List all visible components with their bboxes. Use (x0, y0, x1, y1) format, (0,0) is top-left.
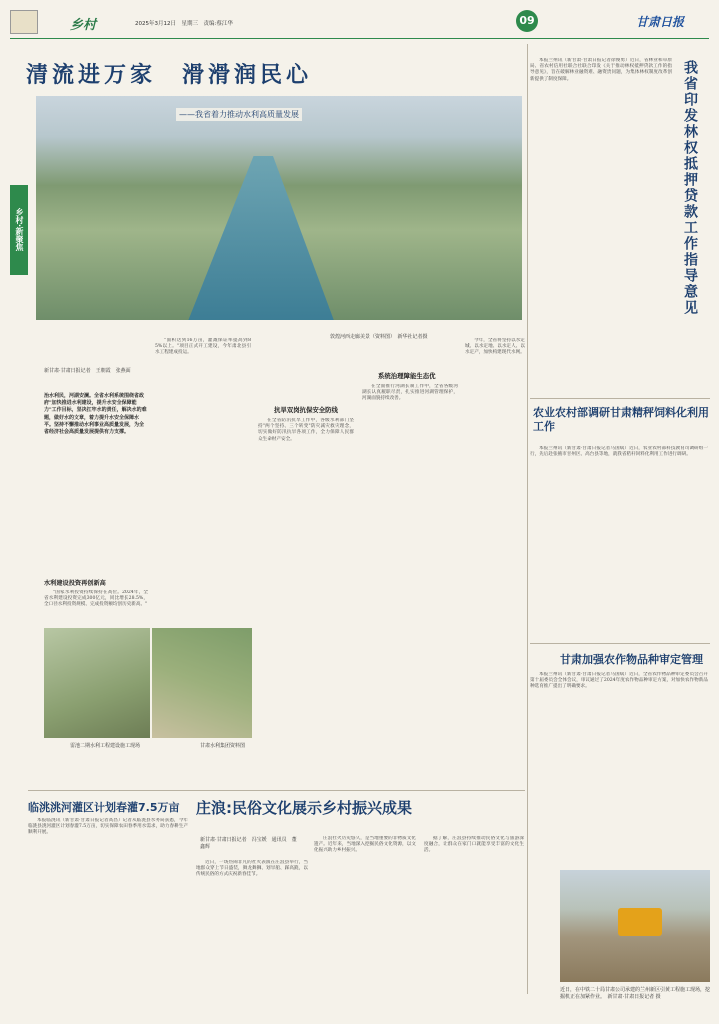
article-column (362, 384, 458, 738)
paragraph: 在全省防汛抗旱工作中，各级水利部门坚持"两个坚持、三个转变"防灾减灾救灾理念，切实做好防汛抗旱各项工作，全力保障人民群众生命财产安全。 (258, 418, 354, 442)
article-column (465, 338, 525, 738)
photo-caption: 甘肃水利集团资料图 (200, 743, 246, 749)
paragraph: "面积达到16万亩，灌溉保证率提高到85%以上。"项目正式开工建设，今年肃北县引水工程建成投运。 (155, 338, 251, 356)
paragraph: 据了解，庄浪县持续推动民俗文化与旅游深度融合，让群众在家门口就能享受丰富的文化生活。 (424, 836, 524, 854)
paragraph: 本报兰州讯（新甘肃·甘肃日报记者徐俊勇）近日，省林业和草原局、省农村信用社联合社联合印发《关于推动林权抵押贷款工作的指导意见》，旨在破解林业融资难、融资贵问题，为集体林权制度改革创新提供了制度保障。 (530, 58, 672, 82)
paragraph: 本报兰州讯（新甘肃·甘肃日报记者马国斌）近日，全省农作物品种审定委员会召开第十届委员会全体会议，审议通过了2024年度农作物品种审定方案，对加快农作物新品种选育推广提出了明确要求。 (530, 672, 708, 690)
article-body (196, 860, 308, 1016)
header-divider (10, 38, 709, 39)
section-divider (530, 398, 710, 399)
article-body (530, 446, 708, 636)
article-body (424, 836, 524, 1016)
paragraph: 本报临洮讯（新甘肃·甘肃日报记者高昌）记者从临洮县水务局获悉，今年临洮县洮河灌区计划春灌7.5万亩，切实保障农田春季用水需求，助力春耕生产顺利开展。 (28, 818, 188, 836)
article-headline: 甘肃加强农作物品种审定管理 (560, 653, 703, 666)
section-tag: 乡村 (70, 18, 97, 33)
main-photo-caption: 敦煌河西走廊美景（资料图） 新华社记者摄 (330, 334, 428, 340)
article-body (530, 58, 672, 392)
article-body (314, 836, 416, 1016)
date-line: 2025年3月12日 星期三 责编:蔡江华 (135, 21, 233, 27)
paragraph: 今年，全省将坚持以水定城、以水定地、以水定人、以水定产，加快构建现代水网。 (465, 338, 525, 356)
paragraph: 本报兰州讯（新甘肃·甘肃日报记者马国斌）近日，农业农村部科技教育司调研组一行，先后赴张掖市甘州区、高台县等地，就我省秸秆饲料化利用工作进行调研。 (530, 446, 708, 458)
article-headline: 临洮洮河灌区计划春灌7.5万亩 (28, 801, 180, 814)
paragraph: 庄浪社火历史悠久，是当地重要的非物质文化遗产。近年来，当地深入挖掘民俗文化资源，以文化振兴助力乡村振兴。 (314, 836, 416, 854)
paragraph: "国家水利投资持续保持在高位。2024年，全省水利建设投资完成300亿元，同比增长28.5%，全口径水利投资规模、完成投资额均创历史新高。" (44, 590, 148, 608)
section-divider (28, 790, 525, 791)
article-body (530, 672, 708, 854)
side-column-label: 乡村·新聚焦 (10, 185, 28, 275)
main-byline: 新甘肃·甘肃日报记者 王朝霞 张燕面 (44, 368, 131, 374)
subhead-river: 系统治理障能生态优 (378, 372, 436, 380)
excavator-graphic (618, 908, 662, 936)
page-number-badge: 09 (516, 10, 538, 32)
farmland-photo (152, 628, 252, 738)
main-subheadline: ——我省着力推动水利高质量发展 (176, 108, 302, 121)
article-headline: 农业农村部调研甘肃精秤饲料化利用工作 (533, 406, 709, 433)
main-photo (36, 96, 522, 320)
construction-photo (44, 628, 150, 738)
main-headline: 清流进万家 滑滑润民心 (26, 63, 313, 88)
paper-masthead: 甘肃日报 (636, 15, 685, 29)
subhead-drought: 抗旱双岗抗保安全防线 (274, 406, 338, 414)
photo-caption: 雷池二期水利工程建设施工现场 (70, 743, 141, 749)
article-byline: 新甘肃·甘肃日报记者 冯宝媛 通讯员 董鑫辉 (200, 837, 297, 850)
article-column (258, 418, 354, 738)
article-body (28, 818, 188, 1014)
article-column (155, 338, 251, 658)
excavator-photo (560, 870, 710, 982)
article-headline: 我省印发林权抵押贷款工作指导意见 (682, 60, 698, 316)
column-divider (527, 44, 528, 994)
photo-caption: 近日，在中铁二十局甘肃公司承建的兰州新区引黄工程施工现场，挖掘机正在加紧作业。 新甘肃·甘肃日报记者 摄 (560, 987, 711, 1000)
subhead-water-project: 水利建设投资再创新高 (44, 580, 106, 587)
section-divider (530, 643, 710, 644)
canal-graphic (186, 156, 336, 320)
qr-code-icon (10, 10, 38, 34)
article-column (44, 590, 148, 630)
main-intro: 治水利民，河湖安澜。全省水利系统围绕省政府"加快推进水利建设，提升水安全保障能力"工作目标，坚决扛牢水的责任，解决水的难题，做好水的文章，着力提升水安全保障水平。坚持不懈推动水利事业高质量发展，为全省经济社会高质量发展提供有力支撑。 (44, 393, 147, 436)
paragraph: 近日，一场热闹非凡的社火表演在庄浪县举行，当地群众穿上节日盛装，舞龙舞狮、划旱船、踩高跷，以传统民俗的方式庆祝新春佳节。 (196, 860, 308, 878)
paragraph: 在全面推行河湖长制工作中，全省各级河湖长认真履职尽责，扎实推进河湖管理保护，河湖面貌持续改善。 (362, 384, 458, 402)
article-headline: 庄浪:民俗文化展示乡村振兴成果 (196, 799, 413, 817)
